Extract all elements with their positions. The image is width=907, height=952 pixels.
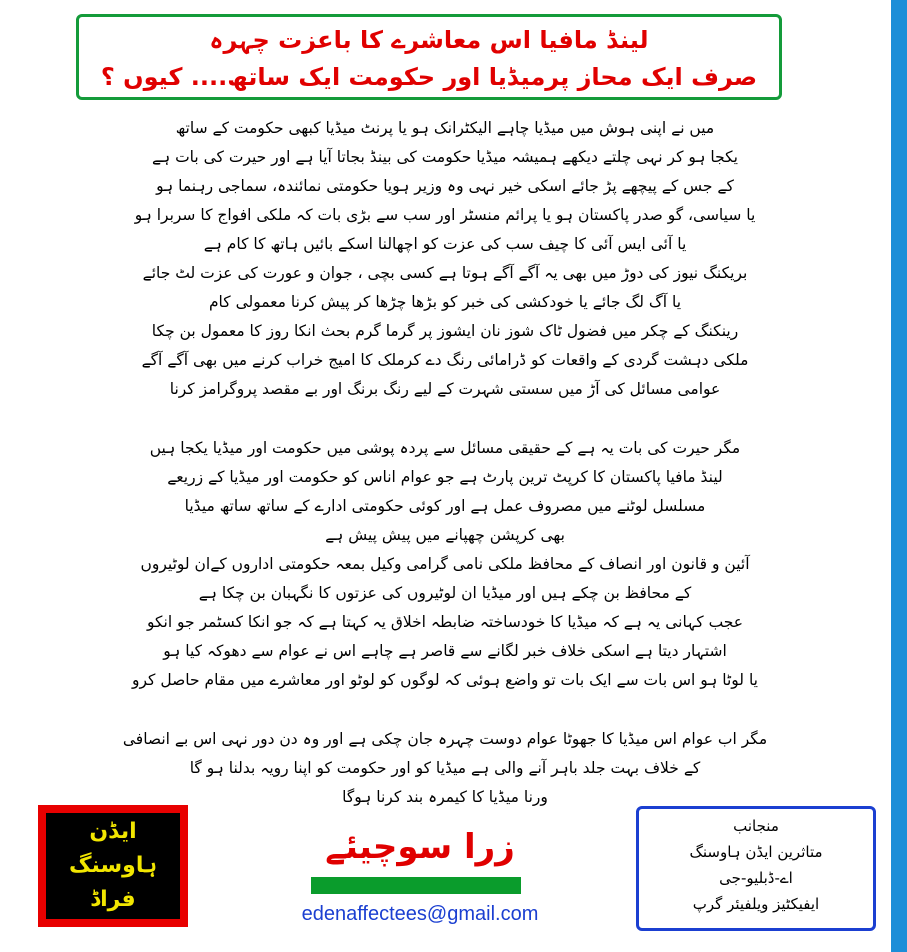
text-line: بھی کرپشن چھپانے میں پیش پیش ہے [325,526,565,544]
text-line: آئین و قانون اور انصاف کے محافظ ملکی نامی گرامی وکیل بمعہ حکومتی اداروں کےان لوٹیروں [140,555,750,573]
text-line: کے خلاف بہت جلد باہر آنے والی ہے میڈیا کو اور حکومت کو اپنا رویہ بدلنا ہو گا [189,759,701,777]
right-edge-bar [891,0,907,952]
green-underline-bar [311,877,521,894]
paragraph-3 [30,725,860,812]
fraud-line-1: ایڈن [89,819,137,844]
signature-box [636,806,876,931]
title-line-1: لینڈ مافیا اس معاشرے کا باعزت چہرہ [209,26,649,54]
think-heading: زرا سوچیئے [325,827,515,867]
text-line: لینڈ مافیا پاکستان کا کرپٹ ترین پارٹ ہے جو عوام اناس کو حکومت اور میڈیا کے زریعے [167,468,723,486]
contact-email[interactable]: edenaffectees@gmail.com [301,903,539,925]
text-line: میں نے اپنی ہوش میں میڈیا چاہے الیکٹرانک ہو یا پرنٹ میڈیا کبھی حکومت کے ساتھ [175,119,715,137]
text-line: کے جس کے پیچھے پڑ جائے اسکی خیر نہی وہ وزیر ہویا حکومتی نمائندہ، سماجی رہنما ہو [156,177,734,195]
fraud-line-2: ہاوسنگ [69,853,157,878]
paragraph-gap [30,404,860,434]
signature-line-1: منجانب [733,817,779,835]
signature-line-2: متاثرین ایڈن ہاوسنگ [689,843,823,861]
fraud-banner-inner [46,813,180,919]
text-line: کے محافظ بن چکے ہیں اور میڈیا ان لوٹیروں کی عزتوں کا نگہبان بن چکا ہے [198,584,692,602]
text-line: یا لوٹا ہو اس بات سے ایک بات تو واضع ہوئی کہ لوگوں کو لوٹو اور معاشرے میں مقام حاصل کرو [132,671,758,689]
fraud-banner [38,805,188,927]
title-line-2: صرف ایک محاز پرمیڈیا اور حکومت ایک ساتھ.... کیوں ؟ [100,63,758,91]
text-line: ملکی دہشت گردی کے واقعات کو ڈرامائی رنگ دے کرملک کا امیج خراب کرنے میں بھی آگے آگے [141,351,749,369]
text-line: یا آگ لگ جائے یا خودکشی کی خبر کو بڑھا چڑھا کر پیش کرنا معمولی کام [208,293,682,311]
article-body [30,114,860,812]
fraud-line-3: فراڈ [90,887,136,912]
text-line: مگر حیرت کی بات یہ ہے کے حقیقی مسائل سے پردہ پوشی میں حکومت اور میڈیا یکجا ہیں [149,439,741,457]
signature-line-4: ایفیکٹیز ویلفیئر گرپ [692,895,820,913]
paragraph-2 [30,434,860,695]
text-line: یکجا ہو کر نہی چلتے دیکھے ہمیشہ میڈیا حکومت کی بینڈ بجاتا آیا ہے اور حیرت کی بات ہے [151,148,738,166]
text-line: اشتہار دیتا ہے اسکی خلاف خبر لگانے سے قاصر ہے چاہے اس نے عوام سے دھوکہ کیا ہو [163,642,727,660]
text-line: عجب کہانی یہ ہے کہ میڈیا کا خودساختہ ضابطہ اخلاق یہ کہتا ہے کہ جو انکا کسٹمر جو انکو [146,613,744,631]
paragraph-gap [30,695,860,725]
text-line: مگر اب عوام اس میڈیا کا جھوٹا عوام دوست چہرہ جان چکی ہے اور وہ دن دور نہی اس بے انصافی [122,730,768,748]
text-line: رینکنگ کے چکر میں فضول ٹاک شوز نان ایشوز پر گرما گرم بحث انکا روز کا معمول بن چکا [151,322,739,340]
text-line: ورنا میڈیا کا کیمرہ بند کرنا ہوگا [342,788,548,806]
paragraph-1 [30,114,860,404]
text-line: عوامی مسائل کی آڑ میں سستی شہرت کے لیے رنگ برنگ اور بے مقصد پروگرامز کرنا [169,380,721,398]
text-line: یا آئی ایس آئی کا چیف سب کی عزت کو اچھالنا اسکے بائیں ہاتھ کا کام ہے [203,235,687,253]
title-box [76,14,782,100]
text-line: یا سیاسی، گو صدر پاکستان ہو یا پرائم منسٹر اور سب سے بڑی بات کہ ملکی افواج کا سربرا ہو [134,206,756,224]
signature-line-3: اے-ڈبلیو-جی [719,869,793,887]
text-line: مسلسل لوٹنے میں مصروف عمل ہے اور کوئی حکومتی ادارے کے ساتھ ساتھ میڈیا [184,497,706,515]
text-line: بریکنگ نیوز کی دوڑ میں بھی یہ آگے آگے ہوتا ہے کسی بچی ، جوان و عورت کی عزت لٹ جائے [142,264,748,282]
